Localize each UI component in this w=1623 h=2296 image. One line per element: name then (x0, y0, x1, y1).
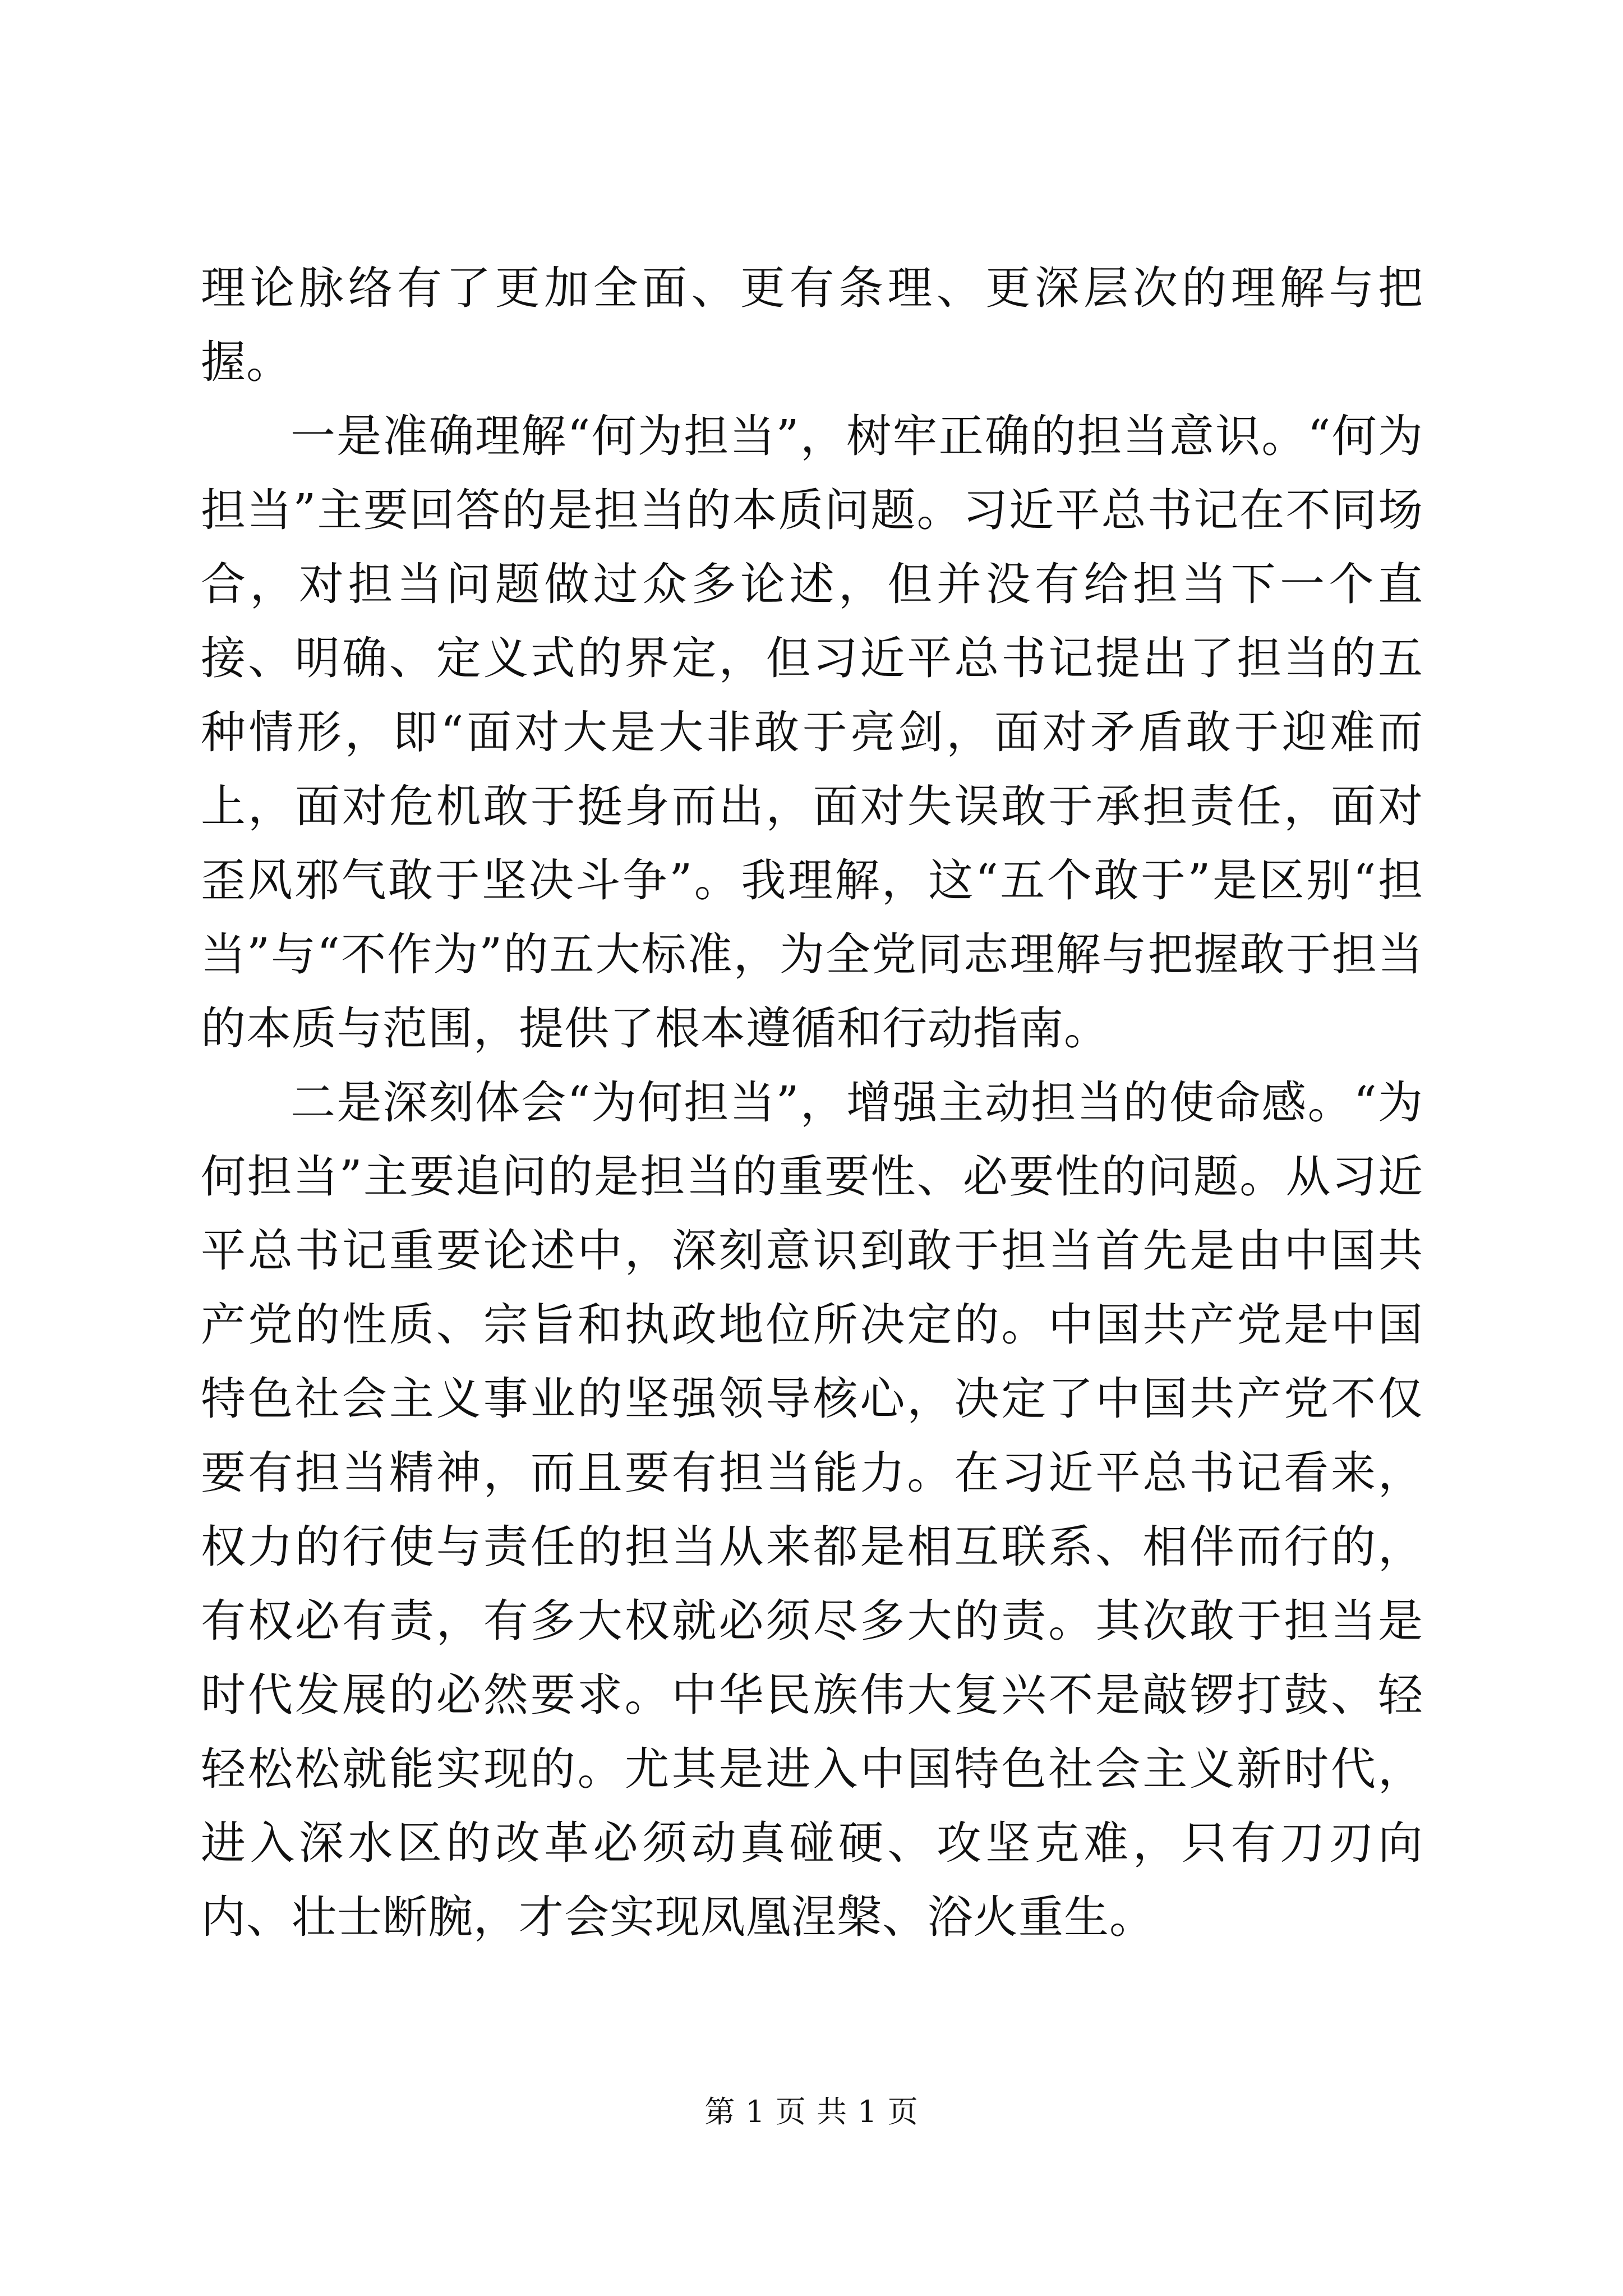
document-body (201, 251, 1423, 1954)
paragraph-what-is-responsibility: 一是准确理解“何为担当”，树牢正确的担当意识。“何为担当”主要回答的是担当的本质问题。习近平总书记在不同场合，对担当问题做过众多论述，但并没有给担当下一个直接、明确、定义式的界定，但习近平总书记提出了担当的五种情形，即“面对大是大非敢于亮剑，面对矛盾敢于迎难而上，面对危机敢于挺身而出，面对失误敢于承担责任，面对歪风邪气敢于坚决斗争”。我理解，这“五个敢于”是区别“担当”与“不作为”的五大标准，为全党同志理解与把握敢于担当的本质与范围，提供了根本遵循和行动指南。 (201, 410, 1423, 1055)
paragraph-why-responsibility: 二是深刻体会“为何担当”，增强主动担当的使命感。“为何担当”主要追问的是担当的重要性、必要性的问题。从习近平总书记重要论述中，深刻意识到敢于担当首先是由中国共产党的性质、宗旨和执政地位所决定的。中国共产党是中国特色社会主义事业的坚强领导核心，决定了中国共产党不仅要有担当精神，而且要有担当能力。在习近平总书记看来，权力的行使与责任的担当从来都是相互联系、相伴而行的，有权必有责，有多大权就必须尽多大的责。其次敢于担当是时代发展的必然要求。中华民族伟大复兴不是敲锣打鼓、轻轻松松就能实现的。尤其是进入中国特色社会主义新时代，进入深水区的改革必须动真碰硬、攻坚克难，只有刀刃向内、壮士断腕，才会实现凤凰涅槃、浴火重生。 (201, 1076, 1423, 1943)
page-footer: 第 1 页 共 1 页 (704, 2094, 919, 2129)
paragraph-continuation: 理论脉络有了更加全面、更有条理、更深层次的理解与把握。 (201, 262, 1423, 388)
